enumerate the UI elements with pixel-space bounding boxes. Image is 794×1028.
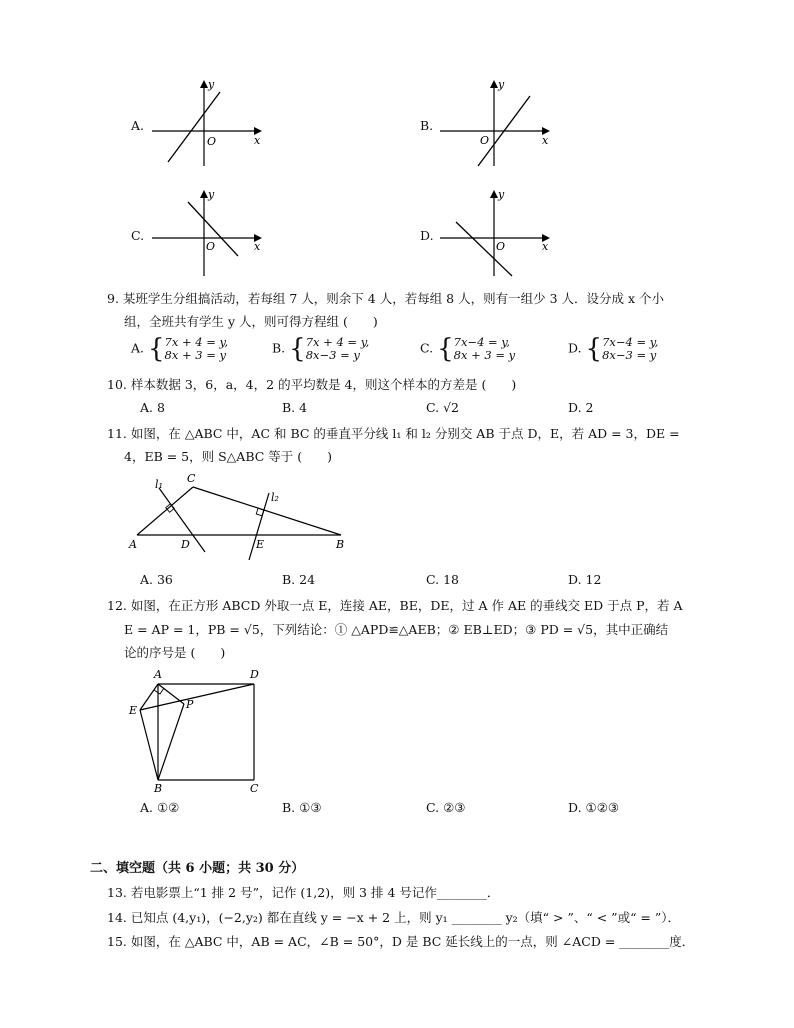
q12-label-b: B bbox=[154, 782, 163, 795]
q8b-o: O bbox=[480, 134, 490, 147]
q8d-x: x bbox=[542, 240, 549, 253]
q8c-y: y bbox=[208, 188, 215, 201]
q9a-label: A. bbox=[131, 340, 145, 356]
q11-stem-line1: 11. 如图，在 △ABC 中，AC 和 BC 的垂直平分线 l₁ 和 l₂ 分别交 AB 于点 D，E，若 AD = 3，DE = bbox=[107, 426, 680, 441]
q11-label-c: C bbox=[187, 472, 196, 485]
q8b-y: y bbox=[498, 78, 505, 91]
q8d-o: O bbox=[496, 240, 506, 253]
q9b-eq2: 8x−3 = y bbox=[305, 348, 360, 362]
q11-label-l2: l₂ bbox=[271, 491, 279, 504]
q8a-x: x bbox=[254, 134, 261, 147]
q9d-eq2: 8x−3 = y bbox=[602, 348, 657, 362]
q11-option-d[interactable]: D. 12 bbox=[568, 572, 602, 587]
q12-label-p: P bbox=[186, 698, 194, 711]
q11-option-c[interactable]: C. 18 bbox=[426, 572, 459, 587]
q13-stem: 13. 若电影票上“1 排 2 号”，记作 (1,2)，则 3 排 4 号记作________． bbox=[107, 885, 500, 900]
q10-option-a[interactable]: A. 8 bbox=[140, 400, 165, 415]
q12-option-d[interactable]: D. ①②③ bbox=[568, 800, 620, 815]
section-2-title: 二、填空题（共 6 小题；共 30 分） bbox=[90, 861, 305, 876]
q11-label-l1: l₁ bbox=[155, 478, 163, 491]
q9c-eq2: 8x + 3 = y bbox=[453, 348, 516, 362]
q10-stem: 10. 样本数据 3，6，a，4，2 的平均数是 4，则这个样本的方差是 ( ) bbox=[107, 377, 517, 392]
q9-option-c[interactable]: C. {7x−4 = y, 8x + 3 = y bbox=[420, 334, 516, 364]
q10-option-b[interactable]: B. 4 bbox=[282, 400, 308, 415]
q11-label-e: E bbox=[256, 538, 265, 551]
q11-option-a[interactable]: A. 36 bbox=[140, 572, 173, 587]
q12-option-a[interactable]: A. ①② bbox=[140, 800, 180, 815]
q11-stem-line2: 4，EB = 5，则 S△ABC 等于 ( ) bbox=[124, 449, 332, 464]
q8-graph-c bbox=[150, 186, 266, 278]
q9-stem-line2: 组，全班共有学生 y 人，则可得方程组 ( ) bbox=[124, 314, 378, 329]
q11-label-d: D bbox=[181, 538, 190, 551]
q12-label-d: D bbox=[250, 668, 259, 681]
q8-graph-a bbox=[150, 76, 266, 168]
q8d-y: y bbox=[498, 188, 505, 201]
q12-stem-line3: 论的序号是 ( ) bbox=[124, 645, 226, 660]
q8-option-b-label: B. bbox=[420, 118, 434, 133]
q9-option-b[interactable]: B. {7x + 4 = y, 8x−3 = y bbox=[272, 334, 370, 364]
q9a-eq2: 8x + 3 = y bbox=[164, 348, 227, 362]
q8-option-d-label: D. bbox=[420, 228, 434, 243]
q8c-o: O bbox=[206, 240, 216, 253]
q12-option-b[interactable]: B. ①③ bbox=[282, 800, 322, 815]
q9b-label: B. bbox=[272, 340, 286, 356]
q8a-y: y bbox=[208, 78, 215, 91]
q8a-o: O bbox=[207, 135, 217, 148]
q12-stem-line1: 12. 如图，在正方形 ABCD 外取一点 E，连接 AE，BE，DE，过 A 作 AE 的垂线交 ED 于点 P，若 A bbox=[107, 598, 683, 613]
q12-label-e: E bbox=[129, 704, 138, 717]
q12-label-a: A bbox=[154, 668, 162, 681]
q9c-label: C. bbox=[420, 340, 434, 356]
q12-stem-line2: E = AP = 1，PB = √5，下列结论：① △APD≌△AEB；② EB⊥ED；③ PD = √5，其中正确结 bbox=[124, 622, 669, 637]
q14-stem: 14. 已知点 (4,y₁)，(−2,y₂) 都在直线 y = −x + 2 上，则 y₁ ________ y₂（填“ > ”、“ < ”或“ = ”）． bbox=[107, 910, 681, 925]
q8b-x: x bbox=[542, 134, 549, 147]
q12-label-c: C bbox=[250, 782, 259, 795]
q10-option-d[interactable]: D. 2 bbox=[568, 400, 594, 415]
q9b-eq1: 7x + 4 = y, bbox=[305, 335, 370, 349]
q9a-eq1: 7x + 4 = y, bbox=[164, 335, 229, 349]
q9c-eq1: 7x−4 = y, bbox=[453, 335, 510, 349]
q12-option-c[interactable]: C. ②③ bbox=[426, 800, 466, 815]
q12-figure bbox=[126, 664, 270, 796]
q11-label-b: B bbox=[336, 538, 345, 551]
q8-option-a-label: A. bbox=[131, 118, 145, 133]
q9-stem-line1: 9. 某班学生分组搞活动，若每组 7 人，则余下 4 人，若每组 8 人，则有一组少 3 人．设分成 x 个小 bbox=[107, 291, 664, 306]
q11-figure bbox=[125, 468, 357, 560]
q11-label-a: A bbox=[129, 538, 137, 551]
q10-option-c[interactable]: C. √2 bbox=[426, 400, 459, 415]
q8-graph-b bbox=[438, 76, 554, 168]
q9d-label: D. bbox=[568, 340, 582, 356]
q8c-x: x bbox=[254, 240, 261, 253]
q15-stem: 15. 如图，在 △ABC 中，AB = AC，∠B = 50°，D 是 BC 延长线上的一点，则 ∠ACD = ________度． bbox=[107, 934, 695, 949]
q9-option-d[interactable]: D. {7x−4 = y, 8x−3 = y bbox=[568, 334, 659, 364]
q8-graph-d bbox=[438, 186, 554, 278]
q11-option-b[interactable]: B. 24 bbox=[282, 572, 316, 587]
q9d-eq1: 7x−4 = y, bbox=[602, 335, 659, 349]
q8-option-c-label: C. bbox=[131, 228, 145, 243]
q9-option-a[interactable]: A. {7x + 4 = y, 8x + 3 = y bbox=[131, 334, 229, 364]
